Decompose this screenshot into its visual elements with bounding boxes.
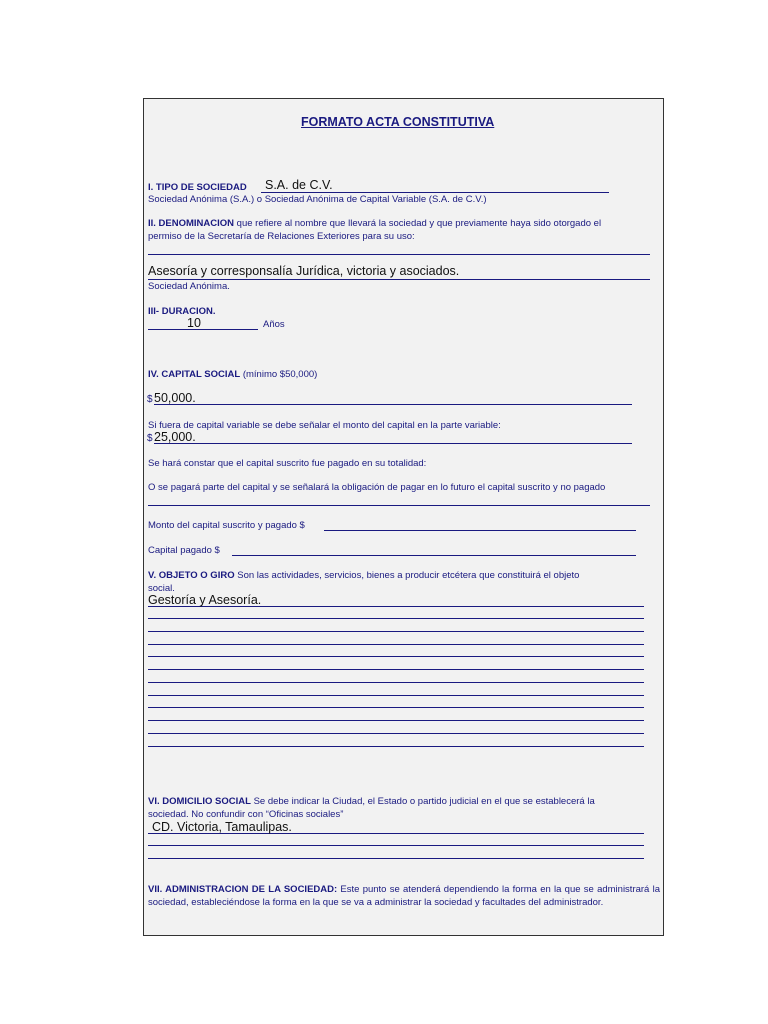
objeto-blank-line — [148, 669, 644, 670]
tipo-note: Sociedad Anónima (S.A.) o Sociedad Anónima de Capital Variable (S.A. de C.V.) — [148, 194, 487, 205]
capital-pagara: O se pagará parte del capital y se señalará la obligación de pagar en lo futuro el capital suscrito y no pagado — [148, 482, 606, 493]
capital-variable-currency: $ — [147, 433, 153, 444]
tipo-heading: I. TIPO DE SOCIEDAD — [148, 182, 247, 193]
objeto-blank-line — [148, 733, 644, 734]
duracion-unit: Años — [263, 319, 285, 330]
domicilio-blank-line — [148, 845, 644, 846]
document-page — [143, 98, 664, 936]
capital-pagara-line — [148, 505, 650, 506]
capital-pagado-label: Capital pagado $ — [148, 545, 220, 556]
duracion-value[interactable]: 10 — [187, 316, 201, 330]
domicilio-blank-line — [148, 858, 644, 859]
domicilio-desc: Se debe indicar la Ciudad, el Estado o partido judicial en el que se establecerá la — [253, 796, 595, 807]
capital-variable-field-line — [154, 443, 632, 444]
denominacion-desc: que refiere al nombre que llevará la sociedad y que previamente haya sido otorgado el — [236, 218, 602, 229]
domicilio-desc2: sociedad. No confundir con “Oficinas sociales” — [148, 809, 344, 820]
capital-monto-label: Monto del capital suscrito y pagado $ — [148, 520, 305, 531]
objeto-blank-line — [148, 631, 644, 632]
capital-heading: IV. CAPITAL SOCIAL — [148, 369, 241, 380]
domicilio-value[interactable]: CD. Victoria, Tamaulipas. — [152, 820, 292, 834]
domicilio-heading: VI. DOMICILIO SOCIAL — [148, 796, 251, 807]
capital-monto-field[interactable] — [324, 530, 636, 531]
objeto-line1 — [148, 570, 579, 581]
capital-variable-text: Si fuera de capital variable se debe señalar el monto del capital en la parte variable: — [148, 420, 501, 431]
page-title: FORMATO ACTA CONSTITUTIVA — [301, 115, 495, 129]
objeto-heading: V. OBJETO O GIRO — [148, 570, 235, 581]
tipo-field-line — [261, 192, 609, 193]
objeto-blank-line — [148, 644, 644, 645]
domicilio-line1 — [148, 796, 595, 807]
objeto-blank-line — [148, 695, 644, 696]
objeto-blank-line — [148, 707, 644, 708]
capital-pagado-total: Se hará constar que el capital suscrito fue pagado en su totalidad: — [148, 458, 427, 469]
duracion-heading: III- DURACION. — [148, 306, 216, 317]
capital-variable-value[interactable]: 25,000. — [154, 430, 196, 444]
objeto-value[interactable]: Gestoría y Asesoría. — [148, 593, 262, 607]
denominacion-value[interactable]: Asesoría y corresponsalía Jurídica, victoria y asociados. — [148, 264, 460, 278]
capital-field-line — [154, 404, 632, 405]
denominacion-heading: II. DENOMINACION — [148, 218, 235, 229]
objeto-blank-line — [148, 746, 644, 747]
denominacion-line1 — [148, 218, 601, 229]
capital-min: (mínimo $50,000) — [242, 369, 318, 380]
administracion-heading: VII. ADMINISTRACION DE LA SOCIEDAD: — [148, 884, 338, 895]
capital-heading-line — [148, 369, 317, 380]
objeto-blank-line — [148, 656, 644, 657]
objeto-blank-line — [148, 720, 644, 721]
objeto-desc2: social. — [148, 583, 175, 594]
administracion-desc: Este punto se atenderá dependiendo la forma en la que se administrará la sociedad, estableciéndose la forma en la que se va a administrar la sociedad y facultades del administrador. — [148, 884, 661, 908]
capital-value[interactable]: 50,000. — [154, 391, 196, 405]
objeto-blank-line — [148, 618, 644, 619]
administracion-paragraph — [148, 883, 660, 909]
objeto-blank-line — [148, 682, 644, 683]
objeto-desc: Son las actividades, servicios, bienes a producir etcétera que constituirá el objeto — [237, 570, 580, 581]
denominacion-field-line — [148, 279, 650, 280]
capital-currency: $ — [147, 394, 153, 405]
denominacion-desc2: permiso de la Secretaría de Relaciones Exteriores para su uso: — [148, 231, 415, 242]
denominacion-note: Sociedad Anónima. — [148, 281, 230, 292]
denominacion-blank-line — [148, 254, 650, 255]
capital-pagado-field[interactable] — [232, 555, 636, 556]
duracion-field-line — [148, 329, 258, 330]
tipo-value[interactable]: S.A. de C.V. — [265, 178, 333, 192]
